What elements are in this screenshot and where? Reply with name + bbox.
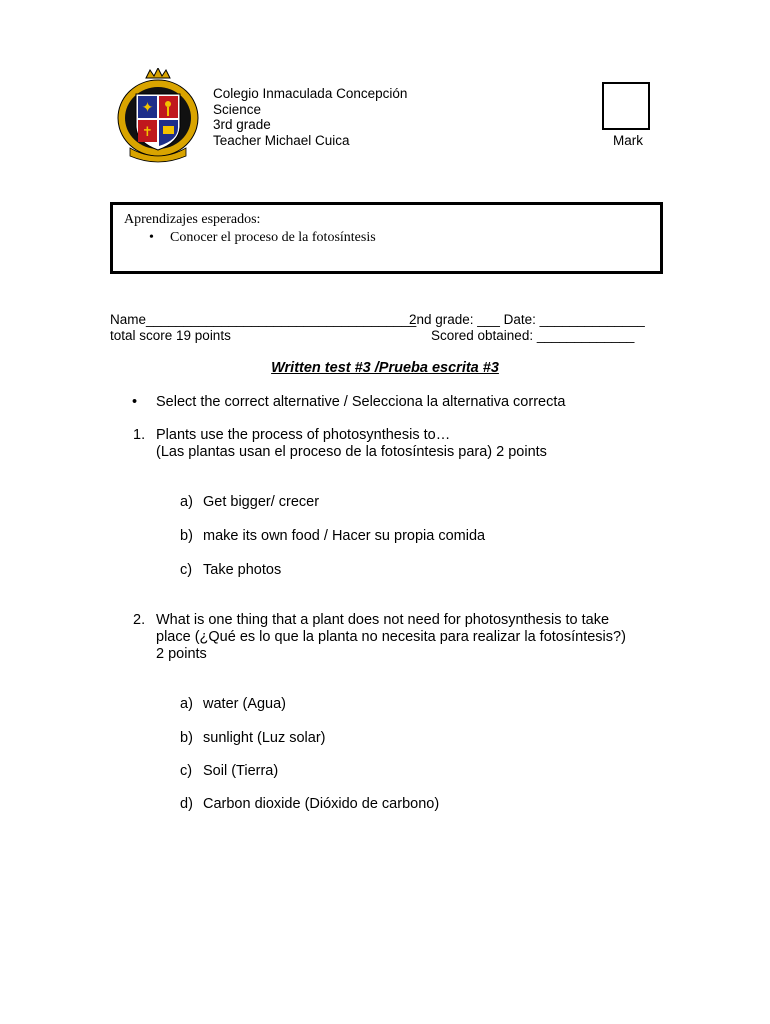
q2-option-letter: c) (180, 763, 193, 779)
q1-option-b[interactable]: make its own food / Hacer su propia comida (203, 528, 486, 544)
learning-heading: Aprendizajes esperados: (124, 212, 261, 227)
q2-line1: What is one thing that a plant does not need for photosynthesis to take (156, 612, 610, 628)
q2-option-letter: a) (180, 696, 193, 712)
school-name: Colegio Inmaculada Concepción (213, 86, 408, 101)
q1-number: 1. (133, 427, 146, 443)
q2-option-letter: b) (180, 730, 193, 746)
svg-text:✝: ✝ (142, 125, 153, 140)
teacher: Teacher Michael Cuica (213, 132, 350, 148)
mark-label: Mark (613, 133, 643, 148)
q2-option-letter: d) (180, 796, 193, 812)
mark-box[interactable] (602, 82, 650, 130)
q1-option-letter: a) (180, 494, 193, 510)
q1-option-a[interactable]: Get bigger/ crecer (203, 494, 320, 510)
learning-objectives-box (110, 202, 663, 274)
instruction-bullet: • (132, 394, 138, 410)
scored-field[interactable]: Scored obtained: _____________ (431, 328, 635, 343)
q2-number: 2. (133, 612, 146, 628)
learning-item: • Conocer el proceso de la fotosíntesis (124, 229, 649, 247)
q1-line1: Plants use the process of photosynthesis to… (156, 427, 451, 443)
test-title: Written test #3 /Prueba escrita #3 (271, 360, 499, 376)
q1-option-letter: b) (180, 528, 193, 544)
q2-option-c[interactable]: Soil (Tierra) (203, 763, 279, 779)
q2-option-b[interactable]: sunlight (Luz solar) (203, 730, 326, 746)
total-score: total score 19 points (110, 328, 231, 343)
instruction: Select the correct alternative / Selecciona la alternativa correcta (156, 394, 566, 410)
q2-line2: place (¿Qué es lo que la planta no necesita para realizar la fotosíntesis?) (156, 629, 626, 645)
header-info (213, 86, 407, 148)
q2-option-a[interactable]: water (Agua) (203, 696, 287, 712)
name-field[interactable]: Name____________________________________ (110, 312, 417, 327)
grade: 3rd grade (213, 117, 271, 132)
q1-option-c[interactable]: Take photos (203, 562, 282, 578)
q1-option-letter: c) (180, 562, 193, 578)
subject: Science (213, 101, 262, 117)
grade-date-field[interactable]: 2nd grade: ___ Date: ______________ (409, 312, 645, 327)
q1-line2: (Las plantas usan el proceso de la fotosíntesis para) 2 points (156, 444, 547, 460)
school-crest-logo (116, 68, 200, 164)
q2-option-d[interactable]: Carbon dioxide (Dióxido de carbono) (203, 796, 440, 812)
svg-text:✦: ✦ (141, 100, 154, 116)
q2-line3: 2 points (156, 646, 207, 662)
